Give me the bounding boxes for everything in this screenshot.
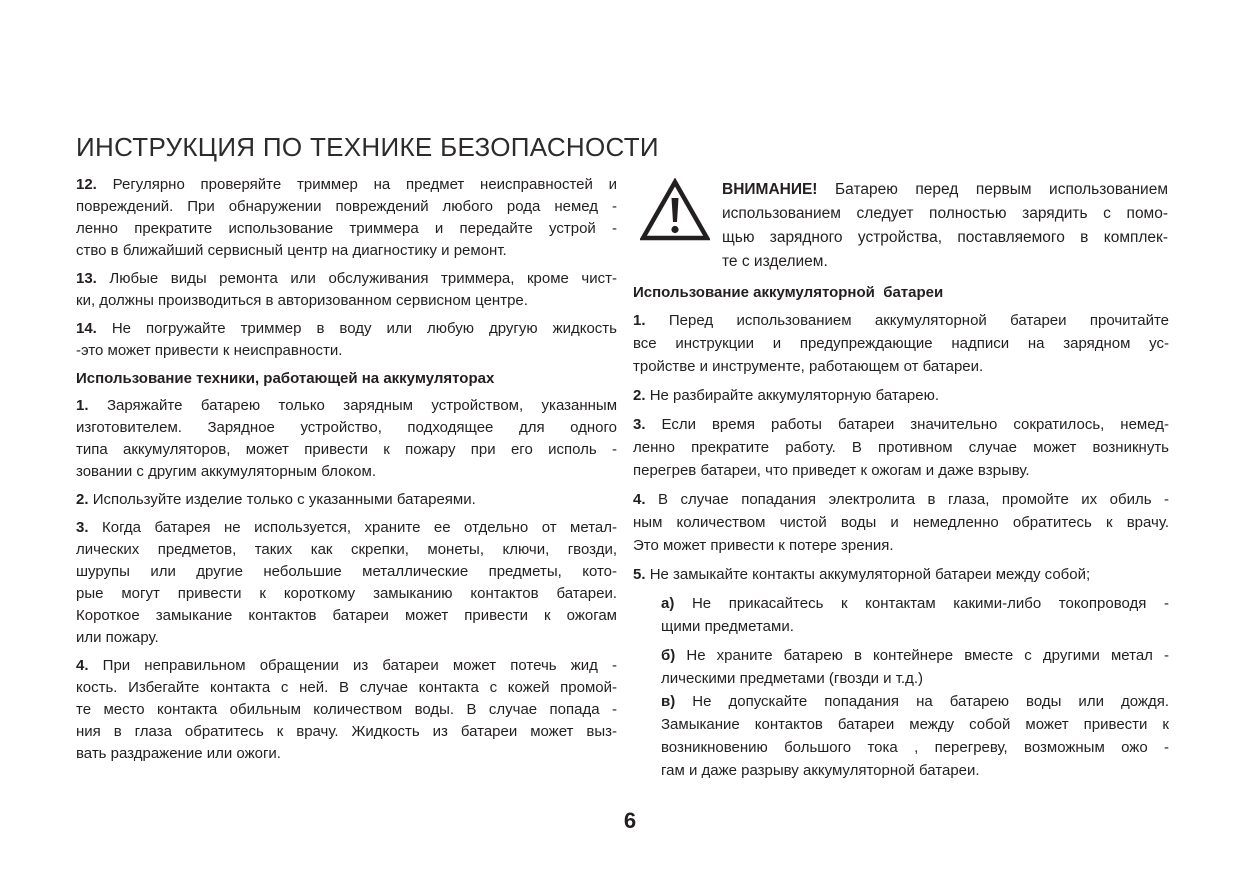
line-text: изготовителем. Зарядное устройство, подходящее для одного — [76, 419, 617, 436]
line-text: использованием следует полностью зарядить с помо- — [722, 205, 1168, 222]
line-text: ленно прекратите работу. В противном случае может возникнуть — [633, 439, 1169, 456]
line-text: Не замыкайте контакты аккумуляторной батареи между собой; — [649, 566, 1091, 583]
numbered-item — [76, 655, 617, 765]
item-number: 5. — [633, 566, 646, 583]
text-line — [633, 332, 1169, 355]
line-text: ным количеством чистой воды и немедленно обратитесь к врачу. — [633, 514, 1169, 531]
line-text: все инструкции и предупреждающие надписи на зарядном ус- — [633, 335, 1169, 352]
numbered-item — [76, 395, 617, 483]
text-line — [76, 417, 617, 439]
line-text: -это может привести к неисправности. — [76, 342, 343, 359]
line-text: щими предметами. — [661, 618, 794, 635]
line-text: ния в глаза обратитесь к врачу. Жидкость из батареи может выз- — [76, 723, 617, 740]
text-line — [76, 743, 617, 765]
text-line — [76, 721, 617, 743]
text-line — [633, 413, 1169, 436]
line-text: Это может привести к потере зрения. — [633, 537, 894, 554]
line-text: возникновению большого тока , перегреву, возможным ожо - — [661, 739, 1169, 756]
item-number: 13. — [76, 270, 97, 287]
section-heading: Использование техники, работающей на аккумуляторах — [76, 370, 495, 387]
item-number: 12. — [76, 176, 97, 193]
text-line — [661, 690, 1169, 713]
text-line — [661, 759, 1169, 782]
numbered-item — [633, 309, 1169, 378]
text-line — [76, 561, 617, 583]
text-line — [76, 395, 617, 417]
text-line — [76, 218, 617, 240]
text-line — [76, 605, 617, 627]
text-line — [661, 592, 1169, 615]
line-text: зовании с другим аккумуляторным блоком. — [76, 463, 376, 480]
text-line — [661, 667, 1169, 690]
line-text: Короткое замыкание контактов батареи может привести к ожогам — [76, 607, 617, 624]
line-text: ки, должны производиться в авторизованном сервисном центре. — [76, 292, 528, 309]
line-text: Не храните батарею в контейнере вместе с другими метал - — [686, 647, 1169, 664]
line-text: ленно прекратите использование триммера и передайте устрой - — [76, 220, 617, 237]
warning-text — [722, 178, 1168, 274]
item-number: 4. — [633, 491, 646, 508]
line-text: В случае попадания электролита в глаза, промойте их обиль - — [658, 491, 1169, 508]
numbered-item — [661, 644, 1169, 690]
item-number: 3. — [633, 416, 646, 433]
right-column — [633, 281, 1169, 788]
item-number: 2. — [76, 491, 89, 508]
text-line — [633, 355, 1169, 378]
line-text: Не погружайте триммер в воду или любую другую жидкость — [111, 320, 617, 337]
line-text: типа аккумуляторов, может привести к пожару при его исполь - — [76, 441, 617, 458]
text-line — [633, 384, 1169, 407]
line-text: Если время работы батареи значительно сократилось, немед- — [661, 416, 1169, 433]
text-line — [722, 178, 1168, 202]
item-number: 2. — [633, 387, 646, 404]
line-text: тройстве и инструменте, работающем от батареи. — [633, 358, 984, 375]
line-text: вать раздражение или ожоги. — [76, 745, 281, 762]
line-text: Батарею перед первым использованием — [835, 181, 1168, 198]
text-line — [661, 644, 1169, 667]
line-text: кость. Избегайте контакта с ней. В случае контакта с кожей промой- — [76, 679, 617, 696]
line-text: Любые виды ремонта или обслуживания триммера, кроме чист- — [109, 270, 617, 287]
item-number: 4. — [76, 657, 89, 674]
text-line — [722, 202, 1168, 226]
line-text: те место контакта обильным количеством воды. В случае попада - — [76, 701, 617, 718]
page-title: ИНСТРУКЦИЯ ПО ТЕХНИКЕ БЕЗОПАСНОСТИ — [76, 132, 659, 162]
line-text: Перед использованием аккумуляторной батареи прочитайте — [668, 312, 1169, 329]
text-line — [76, 174, 617, 196]
item-number: 1. — [633, 312, 646, 329]
line-text: Используйте изделие только с указанными батареями. — [92, 491, 476, 508]
text-line — [76, 655, 617, 677]
line-text: перегрев батареи, что приведет к ожогам и даже взрыву. — [633, 462, 1030, 479]
line-text: Заряжайте батарею только зарядным устройством, указанным — [106, 397, 618, 414]
text-line — [76, 318, 617, 340]
text-line — [76, 539, 617, 561]
text-line — [76, 699, 617, 721]
numbered-item — [76, 489, 617, 511]
text-line — [76, 290, 617, 312]
line-text: Не прикасайтесь к контактам какими-либо токопроводя - — [691, 595, 1169, 612]
line-text: или пожару. — [76, 629, 159, 646]
text-line — [633, 534, 1169, 557]
numbered-item — [661, 592, 1169, 638]
numbered-item — [76, 517, 617, 649]
text-line — [633, 436, 1169, 459]
text-line — [661, 713, 1169, 736]
numbered-item — [76, 174, 617, 262]
line-text: повреждений. При обнаружении повреждений любого рода немед - — [76, 198, 617, 215]
text-line — [633, 459, 1169, 482]
text-line — [76, 517, 617, 539]
text-line — [76, 489, 617, 511]
line-text: Когда батарея не используется, храните ее отдельно от метал- — [102, 519, 618, 536]
text-line — [661, 615, 1169, 638]
line-text: шурупы или другие небольшие металлические предметы, кото- — [76, 563, 617, 580]
text-line — [633, 563, 1169, 586]
item-number: 3. — [76, 519, 89, 536]
warning-label: ВНИМАНИЕ! — [722, 181, 818, 198]
warning-icon — [640, 178, 710, 242]
sub-item-group — [661, 592, 1169, 782]
numbered-item — [76, 268, 617, 312]
text-line — [76, 240, 617, 262]
text-line — [76, 461, 617, 483]
line-text: ство в ближайший сервисный центр на диагностику и ремонт. — [76, 242, 507, 259]
text-line — [76, 583, 617, 605]
item-number: в) — [661, 693, 676, 710]
item-group — [76, 174, 617, 362]
text-line — [76, 677, 617, 699]
text-line — [722, 226, 1168, 250]
text-line — [76, 439, 617, 461]
line-text: Регулярно проверяйте триммер на предмет неисправностей и — [112, 176, 617, 193]
numbered-item — [661, 690, 1169, 782]
item-number: а) — [661, 595, 675, 612]
line-text: Замыкание контактов батареи между собой может привести к — [661, 716, 1169, 733]
line-text: При неправильном обращении из батареи может потечь жид - — [102, 657, 617, 674]
item-number: 1. — [76, 397, 89, 414]
text-line — [76, 627, 617, 649]
numbered-item — [633, 563, 1169, 586]
section-heading: Использование аккумуляторной батареи — [633, 284, 944, 301]
text-line — [661, 736, 1169, 759]
line-text: Не разбирайте аккумуляторную батарею. — [649, 387, 939, 404]
line-text: лических предметов, таких как скрепки, монеты, ключи, гвозди, — [76, 541, 617, 558]
item-number: 14. — [76, 320, 97, 337]
text-line — [76, 268, 617, 290]
left-column — [76, 174, 617, 771]
text-line — [76, 340, 617, 362]
line-text: щью зарядного устройства, поставляемого в комплек- — [722, 229, 1168, 246]
item-group — [76, 395, 617, 765]
line-text: рые могут привести к короткому замыканию контактов батареи. — [76, 585, 617, 602]
line-text: лическими предметами (гвозди и т.д.) — [661, 670, 924, 687]
numbered-item — [633, 384, 1169, 407]
item-number: б) — [661, 647, 676, 664]
item-group — [633, 309, 1169, 586]
text-line — [76, 196, 617, 218]
line-text: те с изделием. — [722, 253, 828, 270]
text-line — [722, 250, 1168, 274]
line-text: гам и даже разрыву аккумуляторной батареи. — [661, 762, 980, 779]
numbered-item — [76, 318, 617, 362]
numbered-item — [633, 413, 1169, 482]
text-line — [633, 511, 1169, 534]
text-line — [633, 488, 1169, 511]
text-line — [633, 309, 1169, 332]
page-number: 6 — [623, 808, 637, 833]
numbered-item — [633, 488, 1169, 557]
line-text: Не допускайте попадания на батарею воды или дождя. — [692, 693, 1169, 710]
